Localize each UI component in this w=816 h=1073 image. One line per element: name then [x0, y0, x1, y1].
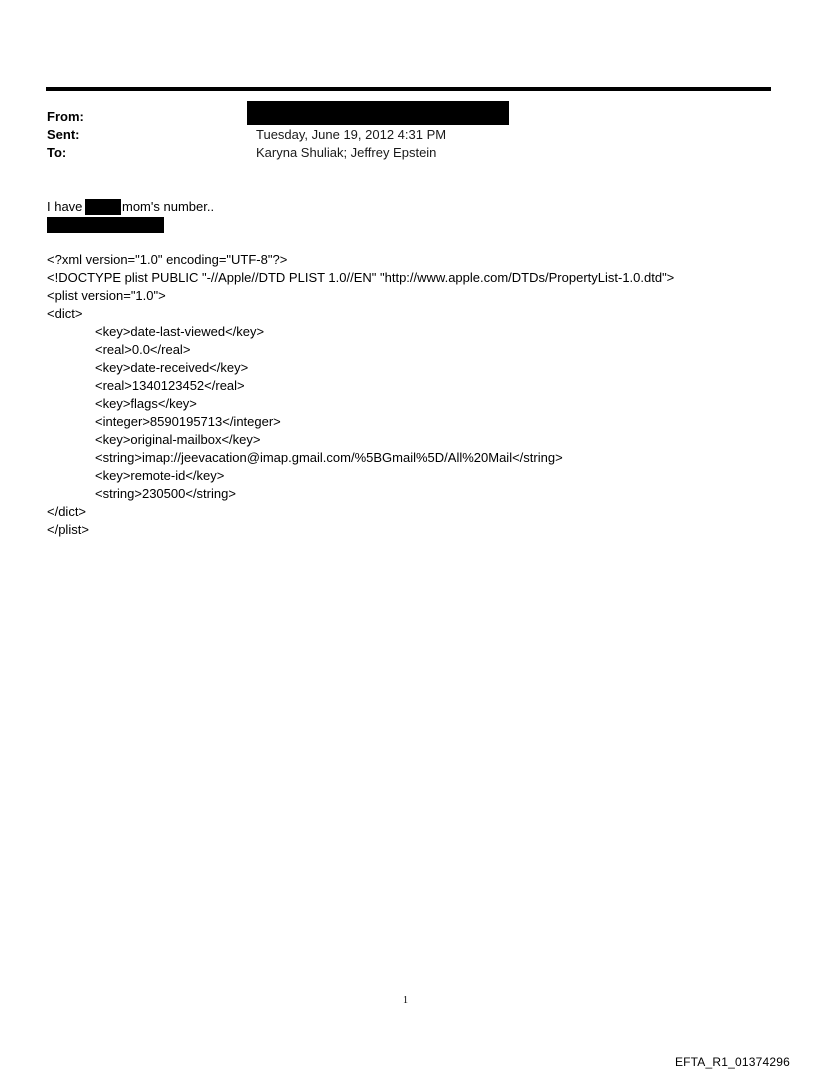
- xml-line: <?xml version="1.0" encoding="UTF-8"?>: [47, 252, 288, 267]
- xml-line: </plist>: [47, 522, 89, 537]
- redacted-phone-number: [47, 217, 164, 233]
- xml-line: <plist version="1.0">: [47, 288, 166, 303]
- sent-value: Tuesday, June 19, 2012 4:31 PM: [256, 127, 447, 142]
- redacted-sender: [247, 101, 509, 125]
- xml-line: <key>date-received</key>: [95, 360, 249, 375]
- message-text-after: mom's number..: [122, 199, 215, 214]
- document-id: EFTA_R1_01374296: [674, 1055, 790, 1069]
- from-label: From:: [47, 109, 84, 124]
- xml-line: <key>flags</key>: [95, 396, 197, 411]
- xml-line: <real>1340123452</real>: [95, 378, 245, 393]
- to-value: Karyna Shuliak; Jeffrey Epstein: [256, 145, 437, 160]
- sent-label: Sent:: [47, 127, 80, 142]
- xml-line: </dict>: [47, 504, 87, 519]
- xml-line: <string>230500</string>: [95, 486, 236, 501]
- xml-line: <key>date-last-viewed</key>: [95, 324, 265, 339]
- redacted-name: [85, 199, 121, 215]
- to-label: To:: [47, 145, 67, 160]
- xml-line: <integer>8590195713</integer>: [95, 414, 281, 429]
- xml-line: <key>original-mailbox</key>: [95, 432, 261, 447]
- xml-line: <string>imap://jeevacation@imap.gmail.com/%5BGmail%5D/All%20Mail</string>: [95, 450, 563, 465]
- xml-line: <!DOCTYPE plist PUBLIC "-//Apple//DTD PLIST 1.0//EN" "http://www.apple.com/DTDs/PropertyList-1.0.dtd">: [47, 270, 675, 285]
- xml-line: <real>0.0</real>: [95, 342, 191, 357]
- xml-line: <dict>: [47, 306, 83, 321]
- header-rule: [46, 87, 771, 91]
- page-number: 1: [403, 995, 408, 1006]
- xml-line: <key>remote-id</key>: [95, 468, 225, 483]
- message-text-before: I have: [47, 199, 83, 214]
